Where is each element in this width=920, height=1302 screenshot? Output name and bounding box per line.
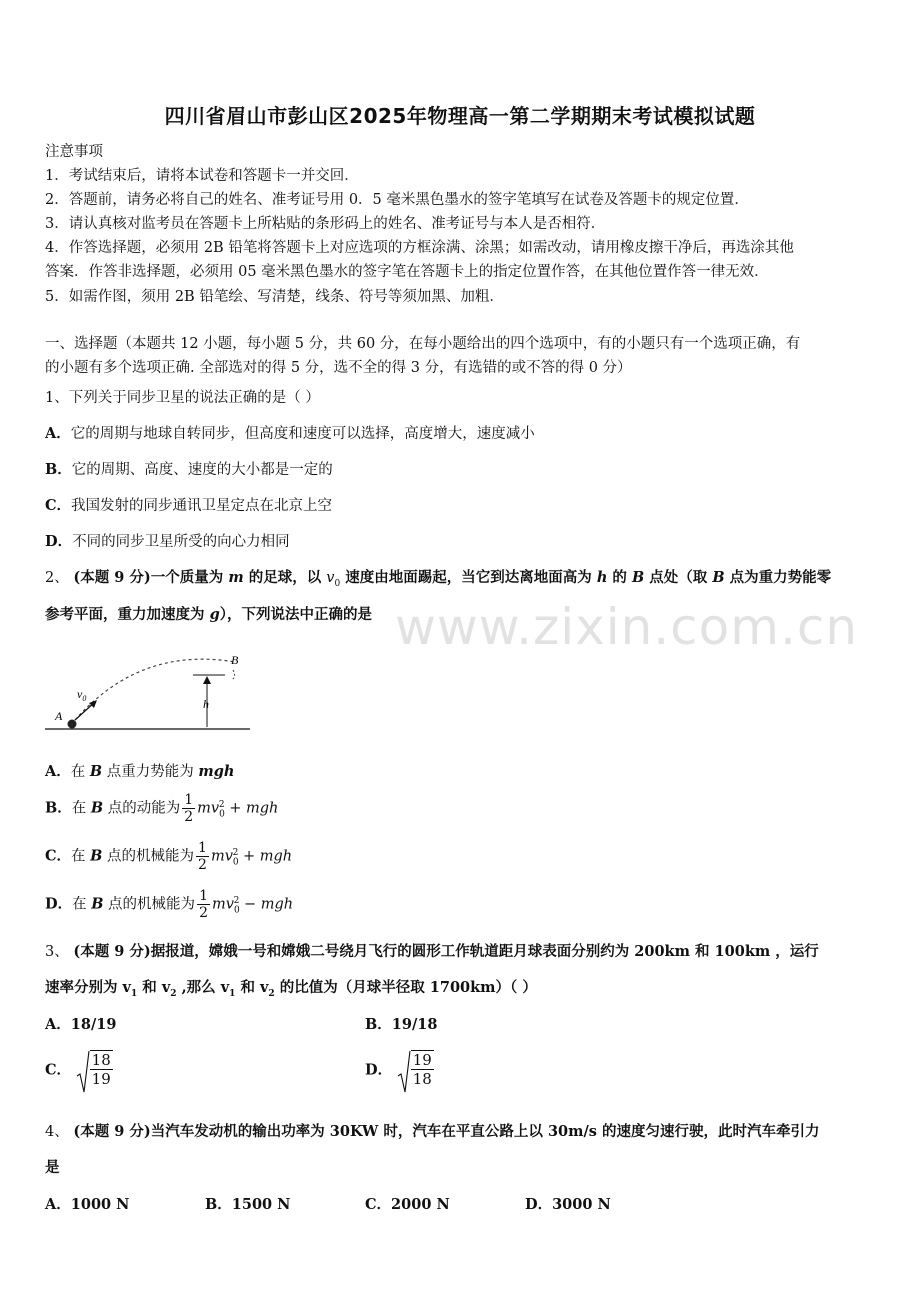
- q4-option-c: C．2000 N: [365, 1196, 450, 1213]
- q4-stem-cont: 是: [45, 1159, 60, 1176]
- var-b: B: [89, 763, 103, 780]
- option-text: 它的周期与地球自转同步，但高度和速度可以选择，高度增大，速度减小: [70, 426, 535, 442]
- var-g: g: [209, 606, 220, 623]
- var-v: v: [326, 570, 335, 586]
- stem-text: 点为重力势能零: [724, 569, 832, 586]
- var-h: h: [596, 569, 608, 586]
- q1-stem: 1、下列关于同步卫星的说法正确的是（ ）: [45, 390, 320, 406]
- option-text: 点重力势能为: [102, 764, 199, 780]
- math-expr: mv: [211, 896, 234, 913]
- page-title: 四川省眉山市彭山区2025年物理高一第二学期期末考试模拟试题: [164, 104, 756, 128]
- q3-option-a: A．18/19: [45, 1016, 117, 1033]
- q3-option-b: B．19/18: [365, 1016, 438, 1033]
- option-label: A．: [45, 763, 71, 780]
- math-expr: + mgh: [224, 800, 279, 817]
- projectile-figure: [45, 648, 255, 738]
- fraction: $\frac{1}{2}$: [199, 888, 208, 921]
- question-number: 3、: [45, 944, 69, 960]
- section-heading-cont: 的小题有多个选项正确. 全部选对的得 5 分，选不全的得 3 分，有选错的或不答的得 0 分）: [45, 360, 632, 376]
- q1-option-b: [45, 458, 333, 479]
- option-text: 它的周期、高度、速度的大小都是一定的: [71, 462, 333, 478]
- notice-item: 4．作答选择题，必须用 2B 铅笔将答题卡上对应选项的方框涂满、涂黑；如需改动，请用橡皮擦干净后，再选涂其他: [45, 240, 794, 256]
- stem-text: (本题 9 分)据报道，嫦娥一号和嫦娥二号绕月飞行的圆形工作轨道距月球表面分别约为 200km 和 100km ，运行: [73, 943, 819, 960]
- option-text: 点的动能为: [103, 800, 181, 817]
- stem-text: 的: [607, 569, 632, 586]
- option-label: C．: [45, 847, 72, 865]
- math-expr: mv: [197, 800, 220, 817]
- q2-option-b: B．在 B 点的动能为 $\frac{1}{2}$ $mv_0^2$ + mgh: [45, 792, 279, 825]
- label-h: h: [203, 697, 209, 711]
- notice-item: 1．考试结束后，请将本试卷和答题卡一并交回．: [45, 168, 359, 184]
- section-heading: 一、选择题（本题共 12 小题，每小题 5 分，共 60 分，在每小题给出的四个选项中，有的小题只有一个选项正确，有: [45, 336, 801, 352]
- option-label: B．: [45, 799, 72, 817]
- q4-option-d: D．3000 N: [525, 1196, 611, 1213]
- notice-item: 答案．作答非选择题，必须用 05 毫米黑色墨水的签字笔在答题卡上的指定位置作答，在其他位置作答一律无效．: [45, 264, 769, 280]
- q2-option-c: C．在 B 点的机械能为 $\frac{1}{2}$ $mv_0^2$ + mgh: [45, 840, 293, 873]
- stem-text: ），下列说法中正确的是: [219, 606, 372, 623]
- stem-text: 点处（取: [644, 569, 713, 586]
- q2-option-d: D．在 B 点的机械能为 $\frac{1}{2}$ $mv_0^2$ − mgh: [45, 888, 294, 921]
- question-number: 2、: [45, 570, 69, 586]
- stem-text: (本题 9 分)一个质量为: [73, 569, 229, 586]
- fraction: $\frac{1}{2}$: [198, 840, 207, 873]
- option-text: 在: [71, 848, 91, 865]
- q2-option-a: [45, 760, 234, 781]
- label-a: A: [55, 709, 63, 723]
- var-b: B: [631, 569, 645, 586]
- option-label: D．: [45, 533, 73, 550]
- stem-text: 的足球，以: [243, 569, 327, 586]
- q3-option-d: D． $\frac{19}{18}$: [365, 1050, 436, 1088]
- trajectory-path: [75, 659, 235, 720]
- q3-option-c: C． $\frac{18}{19}$: [45, 1050, 115, 1088]
- math-expr: mv: [210, 848, 233, 865]
- option-text: 在: [70, 764, 90, 780]
- q2-stem-cont: [45, 603, 372, 624]
- sqrt-fraction: $\frac{19}{18}$: [397, 1050, 436, 1088]
- var-b: B: [91, 895, 104, 913]
- math-expr: mgh: [198, 763, 235, 780]
- q4-option-a: A．1000 N: [45, 1196, 130, 1213]
- option-label: C．: [45, 497, 72, 514]
- label-v: $v_0$: [77, 687, 87, 703]
- q4-stem: [45, 1120, 819, 1141]
- option-label: A．: [45, 425, 71, 442]
- watermark: www.zixin.com.cn: [395, 598, 859, 656]
- option-text: 在: [71, 800, 91, 817]
- option-text: 点的机械能为: [102, 848, 195, 865]
- var-b: B: [90, 847, 103, 865]
- notice-item: 2．答题前，请务必将自己的姓名、准考证号用 0．5 毫米黑色墨水的签字笔填写在试卷及答题卡的规定位置．: [45, 192, 749, 208]
- option-text: 不同的同步卫星所受的向心力相同: [72, 534, 290, 550]
- trajectory-end: [231, 670, 235, 680]
- q1-option-c: [45, 494, 332, 515]
- notice-heading: 注意事项: [45, 144, 103, 160]
- option-text: 我国发射的同步通讯卫星定点在北京上空: [71, 498, 333, 514]
- q3-stem: [45, 940, 819, 961]
- label-b: B: [231, 653, 239, 667]
- notice-item: 5．如需作图，须用 2B 铅笔绘、写清楚，线条、符号等须加黑、加粗．: [45, 289, 504, 305]
- q1-option-d: [45, 530, 290, 551]
- ball-icon: [68, 720, 77, 729]
- option-label: D．: [45, 895, 73, 913]
- option-text: 在: [72, 896, 92, 913]
- notice-item: 3．请认真核对监考员在答题卡上所粘贴的条形码上的姓名、准考证号与本人是否相符．: [45, 216, 606, 232]
- var-b: B: [712, 569, 725, 586]
- math-expr: + mgh: [238, 848, 293, 865]
- stem-text: 参考平面，重力加速度为: [45, 606, 210, 623]
- question-number: 4、: [45, 1124, 69, 1140]
- q2-stem: [45, 566, 831, 589]
- stem-text: 速度由地面踢起，当它到达离地面高为: [340, 569, 597, 586]
- math-expr: − mgh: [239, 896, 294, 913]
- option-label: B．: [45, 461, 72, 478]
- option-text: 点的机械能为: [103, 896, 196, 913]
- stem-text: (本题 9 分)当汽车发动机的输出功率为 30KW 时，汽车在平直公路上以 30m/s 的速度匀速行驶，此时汽车牵引力: [73, 1123, 820, 1140]
- sqrt-fraction: $\frac{18}{19}$: [76, 1050, 115, 1088]
- q4-option-b: B．1500 N: [205, 1196, 291, 1213]
- fraction: $\frac{1}{2}$: [184, 792, 194, 825]
- q3-stem-cont: 速率分别为 $v_1$ 和 $v_2$ ,那么 $v_1$ 和 $v_2$ 的比值为（月球半径取 1700km）（ ）: [45, 979, 537, 999]
- var-b: B: [90, 799, 104, 817]
- var-m: m: [228, 569, 244, 586]
- subscript: 0: [334, 578, 341, 589]
- q1-option-a: [45, 422, 535, 443]
- height-arrowhead-up: [203, 676, 211, 684]
